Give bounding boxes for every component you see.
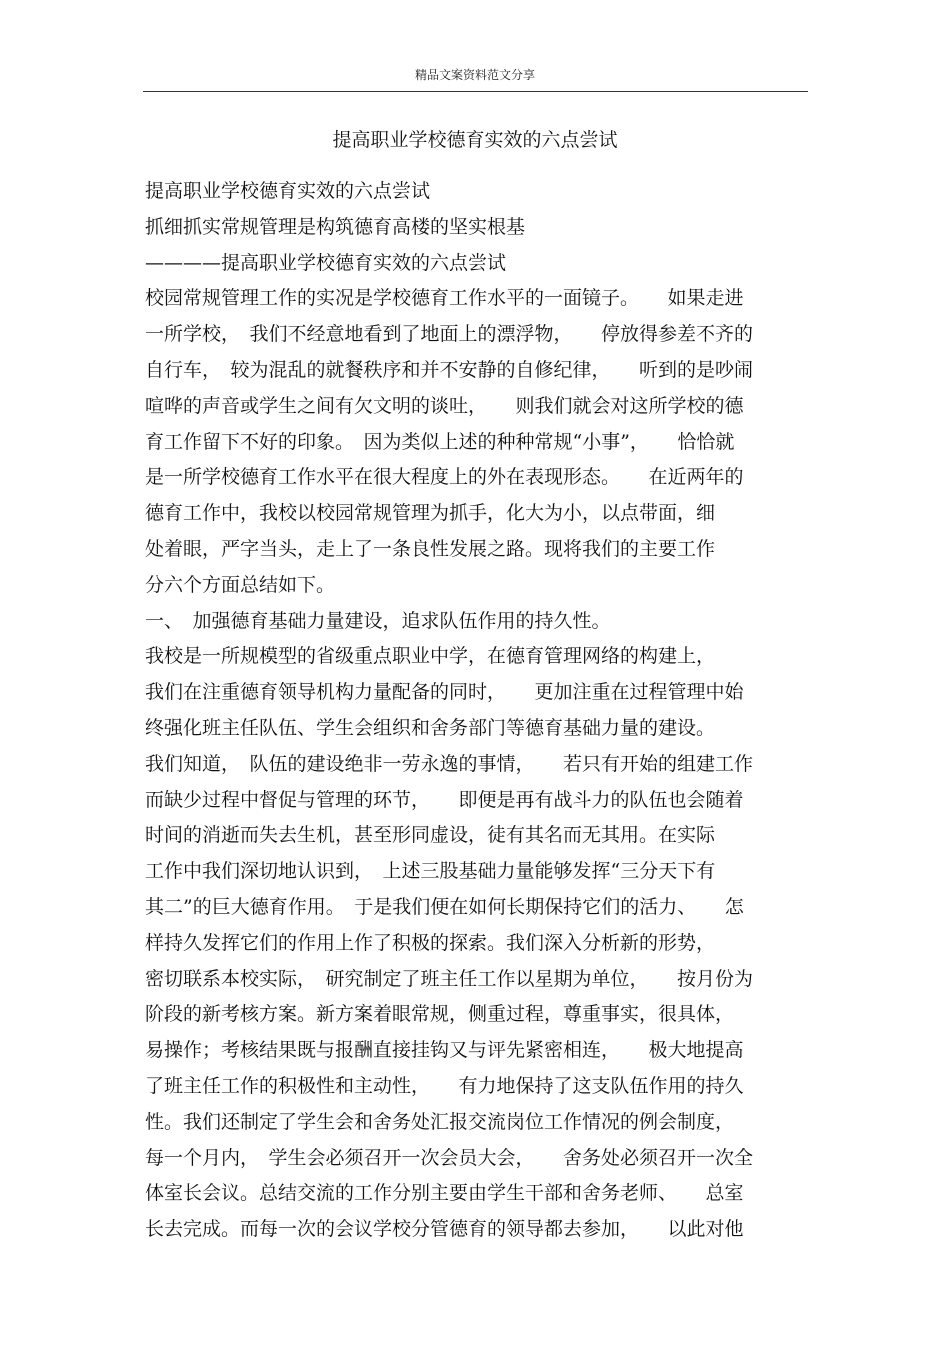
- body-line: 易操作；考核结果既与报酬直接挂钩又与评先紧密相连， 极大地提高: [145, 1039, 744, 1062]
- body-line: 工作中我们深切地认识到， 上述三股基础力量能够发挥“三分天下有: [145, 860, 716, 883]
- document-body: [145, 174, 810, 1248]
- body-line: 喧哗的声音或学生之间有欠文明的谈吐， 则我们就会对这所学校的德: [145, 394, 744, 417]
- body-line: 我们知道， 队伍的建设绝非一劳永逸的事情， 若只有开始的组建工作: [145, 752, 754, 775]
- body-line: 时间的消逝而失去生机，甚至形同虚设，徒有其名而无其用。在实际: [145, 824, 716, 847]
- body-line: 密切联系本校实际， 研究制定了班主任工作以星期为单位， 按月份为: [145, 967, 754, 990]
- body-line: 样持久发挥它们的作用上作了积极的探索。我们深入分析新的形势，: [145, 931, 716, 954]
- body-line: 育工作留下不好的印象。 因为类似上述的种种常规“小事”， 恰恰就: [145, 430, 735, 453]
- body-line: 终强化班主任队伍、学生会组织和舍务部门等德育基础力量的建设。: [145, 716, 716, 739]
- body-line: 体室长会议。总结交流的工作分别主要由学生干部和舍务老师、 总室: [145, 1182, 744, 1205]
- body-line: 而缺少过程中督促与管理的环节， 即便是再有战斗力的队伍也会随着: [145, 788, 744, 811]
- body-line: 阶段的新考核方案。新方案着眼常规，侧重过程，尊重事实，很具体，: [145, 1003, 735, 1026]
- body-line: 是一所学校德育工作水平在很大程度上的外在表现形态。 在近两年的: [145, 466, 744, 489]
- body-line: 一、 加强德育基础力量建设，追求队伍作用的持久性。: [145, 609, 611, 632]
- body-line: 了班主任工作的积极性和主动性， 有力地保持了这支队伍作用的持久: [145, 1074, 744, 1097]
- body-line: 自行车， 较为混乱的就餐秩序和并不安静的自修纪律， 听到的是吵闹: [145, 358, 754, 381]
- body-line: 分六个方面总结如下。: [145, 573, 336, 596]
- body-line: 一所学校， 我们不经意地看到了地面上的漂浮物， 停放得参差不齐的: [145, 323, 754, 346]
- body-line: 处着眼，严字当头，走上了一条良性发展之路。现将我们的主要工作: [145, 537, 716, 560]
- body-line: 抓细抓实常规管理是构筑德育高楼的坚实根基: [145, 215, 526, 238]
- page-header: 精品文案资料范文分享: [414, 68, 535, 82]
- header-divider: [143, 91, 808, 92]
- body-line: 校园常规管理工作的实况是学校德育工作水平的一面镜子。 如果走进: [145, 287, 744, 310]
- body-line: 我校是一所规模型的省级重点职业中学，在德育管理网络的构建上，: [145, 645, 716, 668]
- body-line: 德育工作中，我校以校园常规管理为抓手，化大为小，以点带面，细: [145, 502, 716, 525]
- body-line: 每一个月内， 学生会必须召开一次会员大会， 舍务处必须召开一次全: [145, 1146, 754, 1169]
- body-line: 提高职业学校德育实效的六点尝试: [145, 180, 431, 202]
- document-title: 提高职业学校德育实效的六点尝试: [332, 129, 618, 151]
- body-line: 其二”的巨大德育作用。 于是我们便在如何长期保持它们的活力、 怎: [145, 895, 744, 918]
- body-line: ————提高职业学校德育实效的六点尝试: [145, 251, 507, 274]
- body-line: 长去完成。而每一次的会议学校分管德育的领导都去参加， 以此对他: [145, 1218, 744, 1241]
- body-line: 性。我们还制定了学生会和舍务处汇报交流岗位工作情况的例会制度，: [145, 1110, 735, 1133]
- body-line: 我们在注重德育领导机构力量配备的同时， 更加注重在过程管理中始: [145, 681, 744, 704]
